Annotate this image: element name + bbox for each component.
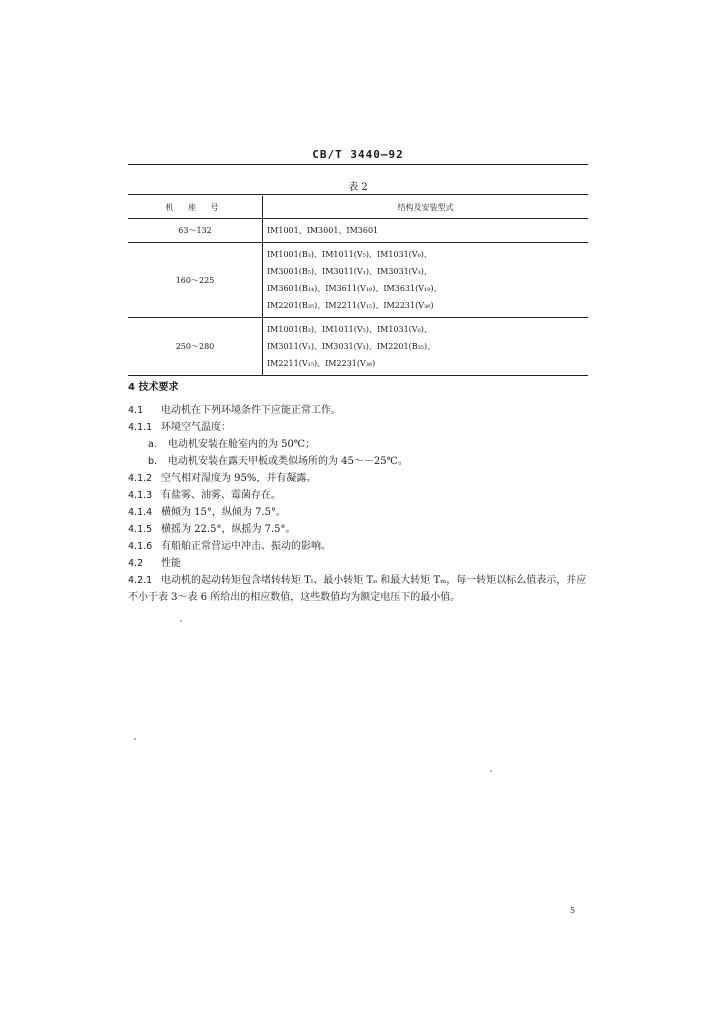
clause-text: 电动机在下列环境条件下应能正常工作。 [161, 405, 341, 416]
clause-number: b. [148, 456, 158, 467]
clause-line [128, 402, 588, 419]
clause-number: 4.1 [128, 405, 144, 416]
clause-number: 4.1.5 [128, 524, 153, 535]
standard-code-header: CB/T 3440—92 [312, 148, 404, 161]
table-row [128, 243, 588, 318]
clause-text: 横摇为 22.5°，纵摇为 7.5°。 [161, 524, 296, 535]
clause-line [128, 555, 588, 572]
clause-line [128, 487, 588, 504]
clause-number: 4.1.4 [128, 507, 153, 518]
section-heading: 4 技术要求 [128, 382, 179, 393]
frame-size-cell: 160～225 [128, 243, 263, 318]
mounting-form-line: IM1001、IM3001、IM3601 [267, 226, 379, 235]
clause-number: 4.1.1 [128, 422, 153, 433]
clause-line [128, 436, 588, 453]
clause-text: 电动机的起动转矩包含堵转转矩 Tₗ、最小转矩 Tᵤ 和最大转矩 Tₘ，每一转矩以标么值表示，并应不小于表 3～表 6 所给出的相应数值，这些数值均为额定电压下的最小值。 [128, 575, 587, 603]
mounting-form-line: IM2201(B₃₅)、IM2211(V₁₅)、IM2231(V₃₆) [267, 301, 434, 310]
table-title: 表 2 [348, 182, 368, 193]
clause-line [128, 453, 588, 470]
clause-line [128, 521, 588, 538]
table-top-rule [128, 194, 588, 195]
mounting-form-line: IM3601(B₁₄)、IM3611(V₁₈)、IM3631(V₁₉)、 [267, 284, 442, 293]
frame-size-cell: 250～280 [128, 318, 263, 376]
clause-line [128, 419, 588, 436]
mounting-form-line: IM1001(B₃)、IM1011(V₅)、IM1031(V₆)、 [267, 325, 432, 334]
clause-text: 横倾为 15°，纵倾为 7.5°。 [161, 507, 286, 518]
mounting-types-table [128, 196, 588, 376]
mounting-form-line: IM3011(V₁)、IM3031(V₃)、IM2201(B₃₅)、 [267, 342, 436, 351]
clause-list [128, 402, 588, 606]
scan-speck [134, 738, 136, 740]
table-row [128, 219, 588, 243]
scan-speck [490, 770, 492, 772]
mounting-form-line: IM2211(V₁₅)、IM2231(V₃₆) [267, 359, 376, 368]
clause-number: 4.1.2 [128, 473, 153, 484]
scan-speck [180, 620, 182, 622]
clause-text: 电动机安装在舱室内的为 50℃； [168, 439, 316, 450]
clause-number: 4.1.6 [128, 541, 153, 552]
clause-text: 有船舶正常营运中冲击、振动的影响。 [161, 541, 331, 552]
clause-text: 电动机安装在露天甲板或类似场所的为 45～－25℃。 [168, 456, 408, 467]
mounting-form-line: IM3001(B₅)、IM3011(V₁)、IM3031(V₃)、 [267, 267, 432, 276]
clause-text: 环境空气温度： [161, 422, 231, 433]
mounting-forms-cell [263, 243, 589, 318]
header-rule [128, 164, 588, 165]
clause-text: 空气相对湿度为 95%，并有凝露。 [161, 473, 317, 484]
mounting-form-line: IM1001(B₃)、IM1011(V₅)、IM1031(V₆)、 [267, 250, 432, 259]
clause-line [128, 470, 588, 487]
clause-text: 有盐雾、油雾、霉菌存在。 [161, 490, 281, 501]
mounting-forms-cell [263, 219, 589, 243]
column-header-mounting-type: 结构及安装型式 [263, 196, 589, 219]
clause-number: a. [148, 439, 157, 450]
column-header-frame-size: 机 座 号 [128, 196, 263, 219]
page-number: 5 [570, 906, 576, 915]
clause-line [128, 538, 588, 555]
table-row [128, 318, 588, 376]
clause-line [128, 504, 588, 521]
mounting-forms-cell [263, 318, 589, 376]
clause-number: 4.1.3 [128, 490, 153, 501]
clause-number: 4.2.1 [128, 575, 153, 586]
frame-size-cell: 63～132 [128, 219, 263, 243]
clause-number: 4.2 [128, 558, 144, 569]
clause-line [128, 572, 588, 606]
clause-text: 性能 [161, 558, 181, 569]
